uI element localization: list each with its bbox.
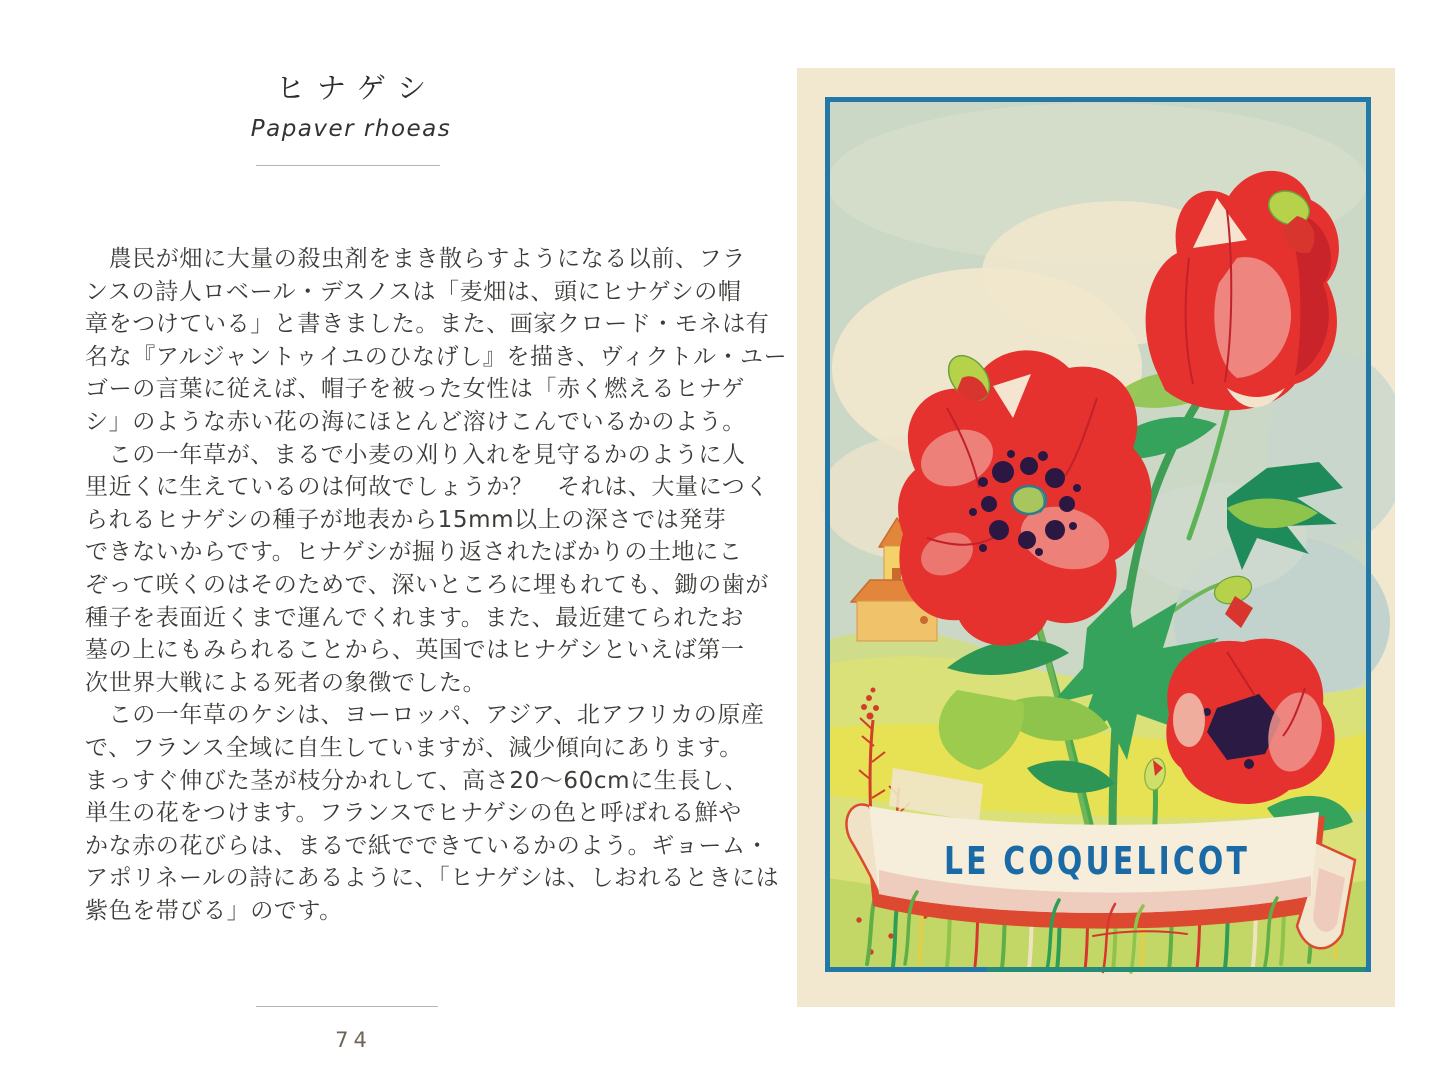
body-text-line: この一年草のケシは、ヨーロッパ、アジア、北アフリカの原産 [85, 702, 765, 729]
poppy-illustration-card [797, 68, 1395, 1007]
body-text-line: られるヒナゲシの種子が地表から15mm以上の深さでは発芽 [85, 506, 727, 533]
body-text-line: アポリネールの詩にあるように、「ヒナゲシは、しおれるときには [85, 865, 780, 892]
body-text-line: 次世界大戦による死者の象徴でした。 [85, 669, 487, 696]
footer-divider [256, 1006, 438, 1007]
body-text-line: ゴーの言葉に従えば、帽子を被った女性は「赤く燃えるヒナゲ [85, 376, 745, 403]
body-text-line: 章をつけている」と書きました。また、画家クロード・モネは有 [85, 311, 770, 338]
body-text-line: 里近くに生えているのは何故でしょうか？ それは、大量につく [85, 474, 769, 501]
poppy-illustration-svg [797, 68, 1395, 1007]
body-text-line: この一年草が、まるで小麦の刈り入れを見守るかのように人 [85, 441, 746, 468]
body-text-line: で、フランス全域に自生していますが、減少傾向にあります。 [85, 734, 743, 761]
left-page [85, 0, 788, 1082]
poppy-bottom-right [1166, 639, 1334, 804]
body-text-line: 紫色を帯びる」のです。 [85, 897, 343, 924]
body-text [85, 243, 788, 927]
body-text-line: ンスの詩人ロベール・デスノスは「麦畑は、頭にヒナゲシの帽 [85, 278, 742, 305]
body-text-line: 種子を表面近くまで運んでくれます。また、最近建てられたお [85, 604, 744, 631]
body-text-line: 農民が畑に大量の殺虫剤をまき散らすようになる以前、フラ [85, 246, 746, 272]
body-text-line: まっすぐ伸びた茎が枝分かれして、高さ20〜60cmに生長し、 [85, 767, 749, 794]
body-text-line: できないからです。ヒナゲシが掘り返されたばかりの土地にこ [85, 539, 743, 566]
body-text-line: 墓の上にもみられることから、英国ではヒナゲシといえば第一 [85, 637, 745, 664]
banner-caption: LE COQUELICOT [944, 839, 1250, 883]
body-text-line: かな赤の花びらは、まるで紙でできているかのよう。ギョーム・ [85, 832, 770, 859]
page-title: ヒナゲシ [275, 71, 439, 105]
body-text-line: ぞって咲くのはそのためで、深いところに埋もれても、鋤の歯が [85, 571, 769, 598]
body-text-line: シ」のような赤い花の海にほとんど溶けこんでいるかのよう。 [85, 408, 746, 435]
page-number: 74 [335, 1028, 372, 1052]
latin-name: Papaver rhoeas [250, 116, 452, 142]
body-text-line: 単生の花をつけます。フランスでヒナゲシの色と呼ばれる鮮や [85, 800, 742, 827]
body-text-line: 名な『アルジャントゥイユのひなげし』を描き、ヴィクトル・ユー [85, 343, 788, 370]
title-divider [256, 165, 440, 166]
